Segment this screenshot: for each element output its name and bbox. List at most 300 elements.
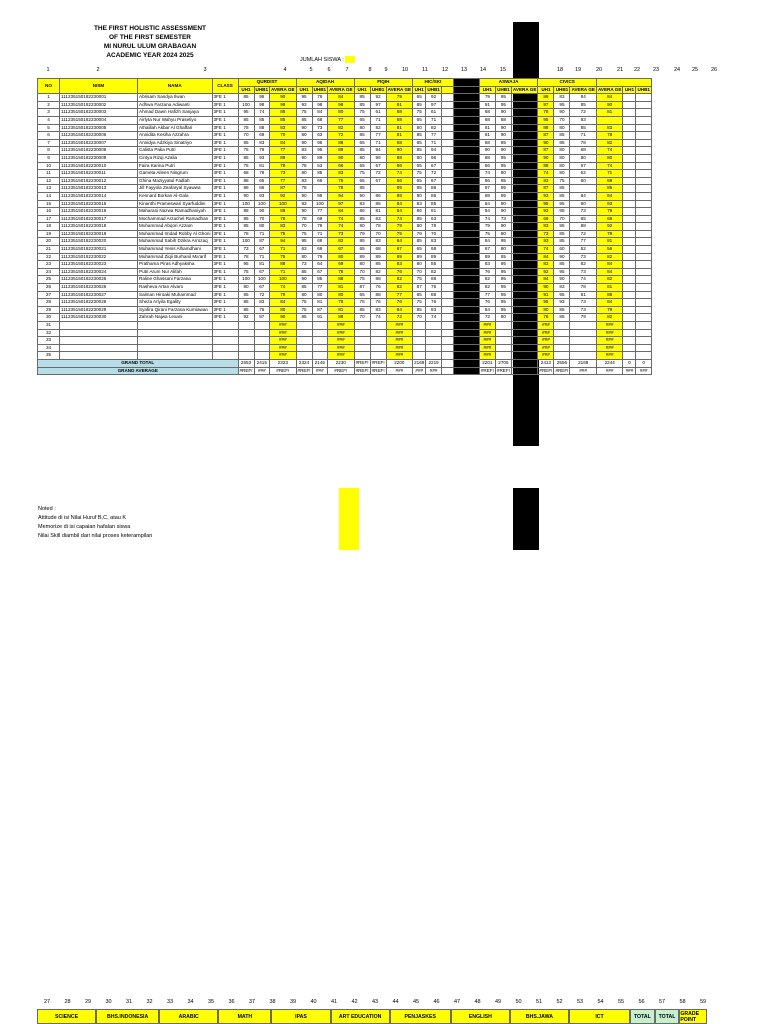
- score-cell[interactable]: [636, 124, 652, 132]
- score-cell[interactable]: 75: [296, 230, 312, 238]
- score-cell[interactable]: 65: [413, 162, 426, 170]
- score-cell[interactable]: 91: [312, 314, 328, 322]
- score-cell[interactable]: 65: [354, 116, 370, 124]
- score-cell[interactable]: 72: [570, 109, 596, 117]
- score-cell[interactable]: 71: [254, 230, 270, 238]
- score-cell[interactable]: [441, 147, 453, 155]
- score-cell[interactable]: 88: [254, 124, 270, 132]
- score-cell[interactable]: [254, 352, 270, 360]
- score-cell[interactable]: 68: [570, 147, 596, 155]
- score-cell[interactable]: [570, 344, 596, 352]
- student-name[interactable]: Syafira Qirani Farzana Kurniawan: [138, 306, 213, 314]
- score-cell[interactable]: [441, 154, 453, 162]
- score-cell[interactable]: [441, 170, 453, 178]
- score-cell[interactable]: [623, 192, 636, 200]
- score-cell[interactable]: [254, 337, 270, 345]
- score-cell[interactable]: [623, 185, 636, 193]
- score-cell[interactable]: [370, 337, 386, 345]
- score-cell[interactable]: 76: [370, 299, 386, 307]
- score-cell[interactable]: [623, 177, 636, 185]
- score-cell[interactable]: [636, 238, 652, 246]
- score-cell[interactable]: 81: [511, 162, 537, 170]
- score-cell[interactable]: 71: [426, 116, 442, 124]
- score-cell[interactable]: 85: [413, 132, 426, 140]
- class-cell[interactable]: 3FE 1: [212, 139, 238, 147]
- nism-cell[interactable]: 111235150182230030: [60, 314, 138, 322]
- score-cell[interactable]: 73: [570, 253, 596, 261]
- score-cell[interactable]: [254, 322, 270, 330]
- score-cell[interactable]: [623, 101, 636, 109]
- score-cell[interactable]: [312, 344, 328, 352]
- student-name[interactable]: Muhammad Sabih Dzikra Arrozaq: [138, 238, 213, 246]
- score-cell[interactable]: [354, 322, 370, 330]
- score-cell[interactable]: [312, 329, 328, 337]
- score-cell[interactable]: [623, 200, 636, 208]
- score-cell[interactable]: [623, 147, 636, 155]
- score-cell[interactable]: [441, 177, 453, 185]
- score-cell[interactable]: [636, 291, 652, 299]
- score-cell[interactable]: 79: [254, 147, 270, 155]
- score-cell[interactable]: 95: [495, 299, 511, 307]
- empty-cell[interactable]: [138, 352, 213, 360]
- score-cell[interactable]: [636, 177, 652, 185]
- score-cell[interactable]: [370, 185, 386, 193]
- student-name[interactable]: Putri Arum Nur Alifah: [138, 268, 213, 276]
- score-cell[interactable]: 89: [312, 154, 328, 162]
- score-cell[interactable]: [441, 162, 453, 170]
- score-cell[interactable]: [636, 101, 652, 109]
- score-cell[interactable]: [413, 337, 426, 345]
- score-cell[interactable]: 97: [370, 101, 386, 109]
- score-cell[interactable]: 71: [570, 132, 596, 140]
- score-cell[interactable]: [623, 124, 636, 132]
- score-cell[interactable]: 95: [511, 208, 537, 216]
- score-cell[interactable]: [636, 132, 652, 140]
- score-cell[interactable]: 75: [354, 299, 370, 307]
- score-cell[interactable]: 80: [254, 223, 270, 231]
- score-cell[interactable]: 90: [511, 192, 537, 200]
- score-cell[interactable]: 83: [370, 238, 386, 246]
- score-cell[interactable]: [441, 291, 453, 299]
- student-name[interactable]: Muhammad Yenis Alhamdhani: [138, 246, 213, 254]
- score-cell[interactable]: 74: [479, 215, 495, 223]
- score-cell[interactable]: 87: [254, 314, 270, 322]
- nism-cell[interactable]: 111235150182230020: [60, 238, 138, 246]
- score-cell[interactable]: [441, 208, 453, 216]
- class-cell[interactable]: 3FE 1: [212, 238, 238, 246]
- score-cell[interactable]: [495, 322, 511, 330]
- score-cell[interactable]: [238, 329, 254, 337]
- score-cell[interactable]: 88: [370, 291, 386, 299]
- score-cell[interactable]: [636, 223, 652, 231]
- score-cell[interactable]: 95: [495, 261, 511, 269]
- score-cell[interactable]: [623, 223, 636, 231]
- score-cell[interactable]: 85: [554, 208, 570, 216]
- score-cell[interactable]: 95: [296, 238, 312, 246]
- score-cell[interactable]: 77: [426, 132, 442, 140]
- score-cell[interactable]: 95: [554, 291, 570, 299]
- class-cell[interactable]: 3FE 1: [212, 306, 238, 314]
- score-cell[interactable]: 64: [511, 306, 537, 314]
- score-cell[interactable]: 64: [312, 261, 328, 269]
- score-cell[interactable]: 96: [370, 154, 386, 162]
- score-cell[interactable]: 67: [254, 268, 270, 276]
- student-name[interactable]: Raline Ghassani Farzana: [138, 276, 213, 284]
- score-cell[interactable]: 70: [370, 230, 386, 238]
- score-cell[interactable]: 83: [570, 116, 596, 124]
- score-cell[interactable]: 84: [479, 200, 495, 208]
- score-cell[interactable]: 86: [370, 192, 386, 200]
- nism-cell[interactable]: 111235150182230023: [60, 261, 138, 269]
- score-cell[interactable]: 78: [312, 223, 328, 231]
- class-cell[interactable]: 3FE 1: [212, 299, 238, 307]
- score-cell[interactable]: [636, 170, 652, 178]
- score-cell[interactable]: [636, 268, 652, 276]
- score-cell[interactable]: [426, 352, 442, 360]
- score-cell[interactable]: 80: [413, 223, 426, 231]
- score-cell[interactable]: [511, 322, 537, 330]
- score-cell[interactable]: [570, 329, 596, 337]
- score-cell[interactable]: [636, 192, 652, 200]
- score-cell[interactable]: 84: [511, 284, 537, 292]
- score-cell[interactable]: [441, 268, 453, 276]
- score-cell[interactable]: 85: [554, 139, 570, 147]
- score-cell[interactable]: [370, 344, 386, 352]
- student-name[interactable]: Cintya Rizqi Azalia: [138, 154, 213, 162]
- score-cell[interactable]: 78: [238, 124, 254, 132]
- class-cell[interactable]: 3FE 1: [212, 208, 238, 216]
- score-cell[interactable]: [636, 299, 652, 307]
- student-name[interactable]: Sheza Ariyila Egality: [138, 299, 213, 307]
- score-cell[interactable]: 65: [413, 116, 426, 124]
- score-cell[interactable]: 69: [254, 132, 270, 140]
- score-cell[interactable]: 85: [511, 124, 537, 132]
- score-cell[interactable]: 76: [511, 223, 537, 231]
- score-cell[interactable]: 95: [495, 306, 511, 314]
- score-cell[interactable]: 90: [554, 276, 570, 284]
- score-cell[interactable]: [623, 154, 636, 162]
- student-name[interactable]: Kinanthi Prameswari Syarfuddini: [138, 200, 213, 208]
- score-cell[interactable]: 89: [354, 253, 370, 261]
- score-cell[interactable]: 75: [354, 276, 370, 284]
- nism-cell[interactable]: 111235150182230004: [60, 116, 138, 124]
- score-cell[interactable]: 85: [238, 154, 254, 162]
- score-cell[interactable]: [413, 329, 426, 337]
- student-name[interactable]: Zahrah Najwa Lexani: [138, 314, 213, 322]
- nism-cell[interactable]: 111235150182230001: [60, 94, 138, 102]
- score-cell[interactable]: 70: [413, 268, 426, 276]
- student-name[interactable]: Muhammad Abqori Azzam: [138, 223, 213, 231]
- class-cell[interactable]: 3FE 1: [212, 253, 238, 261]
- class-cell[interactable]: 3FE 1: [212, 246, 238, 254]
- score-cell[interactable]: [636, 261, 652, 269]
- score-cell[interactable]: 85: [296, 116, 312, 124]
- score-cell[interactable]: 66: [511, 230, 537, 238]
- score-cell[interactable]: [370, 352, 386, 360]
- student-name[interactable]: Faira Karina Putri: [138, 162, 213, 170]
- score-cell[interactable]: 85: [238, 223, 254, 231]
- score-cell[interactable]: [495, 352, 511, 360]
- score-cell[interactable]: 94: [370, 147, 386, 155]
- score-cell[interactable]: 68: [479, 139, 495, 147]
- score-cell[interactable]: 80: [354, 261, 370, 269]
- score-cell[interactable]: [511, 329, 537, 337]
- score-cell[interactable]: 90: [296, 154, 312, 162]
- score-cell[interactable]: 75: [479, 230, 495, 238]
- score-cell[interactable]: 70: [254, 215, 270, 223]
- score-cell[interactable]: 80: [554, 162, 570, 170]
- score-cell[interactable]: 74: [479, 170, 495, 178]
- score-cell[interactable]: 81: [426, 208, 442, 216]
- student-name[interactable]: Maharani Nazwa Ramadhaniyah: [138, 208, 213, 216]
- score-cell[interactable]: 83: [554, 94, 570, 102]
- score-cell[interactable]: 73: [570, 299, 596, 307]
- score-cell[interactable]: 100: [238, 101, 254, 109]
- score-cell[interactable]: 69: [312, 246, 328, 254]
- score-cell[interactable]: 83: [554, 284, 570, 292]
- class-cell[interactable]: 3FE 1: [212, 291, 238, 299]
- score-cell[interactable]: 93: [296, 200, 312, 208]
- score-cell[interactable]: 68: [511, 109, 537, 117]
- score-cell[interactable]: 70: [354, 268, 370, 276]
- score-cell[interactable]: 85: [554, 185, 570, 193]
- score-cell[interactable]: 81: [479, 132, 495, 140]
- score-cell[interactable]: 74: [370, 314, 386, 322]
- score-cell[interactable]: 100: [238, 238, 254, 246]
- score-cell[interactable]: 85: [354, 215, 370, 223]
- score-cell[interactable]: [296, 344, 312, 352]
- score-cell[interactable]: 82: [426, 268, 442, 276]
- score-cell[interactable]: 87: [312, 306, 328, 314]
- score-cell[interactable]: 80: [511, 177, 537, 185]
- score-cell[interactable]: 75: [413, 170, 426, 178]
- score-cell[interactable]: [636, 352, 652, 360]
- score-cell[interactable]: [312, 337, 328, 345]
- score-cell[interactable]: 65: [413, 139, 426, 147]
- score-cell[interactable]: 80: [296, 253, 312, 261]
- nism-cell[interactable]: 111235150182230009: [60, 154, 138, 162]
- score-cell[interactable]: 85: [554, 132, 570, 140]
- score-cell[interactable]: 68: [312, 238, 328, 246]
- score-cell[interactable]: 62: [570, 170, 596, 178]
- score-cell[interactable]: 85: [426, 261, 442, 269]
- score-cell[interactable]: [441, 223, 453, 231]
- score-cell[interactable]: [441, 200, 453, 208]
- score-cell[interactable]: 78: [254, 170, 270, 178]
- score-cell[interactable]: 84: [479, 208, 495, 216]
- score-cell[interactable]: 95: [495, 238, 511, 246]
- score-cell[interactable]: 80: [554, 170, 570, 178]
- score-cell[interactable]: [441, 185, 453, 193]
- student-name[interactable]: Muhammad Imdad Robby Al Ghoni: [138, 230, 213, 238]
- score-cell[interactable]: 72: [370, 170, 386, 178]
- score-cell[interactable]: 85: [370, 200, 386, 208]
- score-cell[interactable]: 75: [413, 276, 426, 284]
- score-cell[interactable]: [554, 337, 570, 345]
- score-cell[interactable]: 85: [370, 261, 386, 269]
- score-cell[interactable]: 85: [354, 94, 370, 102]
- score-cell[interactable]: 81: [370, 208, 386, 216]
- score-cell[interactable]: 70: [238, 132, 254, 140]
- score-cell[interactable]: 80: [354, 223, 370, 231]
- score-cell[interactable]: 84: [479, 238, 495, 246]
- score-cell[interactable]: 87: [479, 185, 495, 193]
- empty-cell[interactable]: [212, 322, 238, 330]
- score-cell[interactable]: [441, 238, 453, 246]
- score-cell[interactable]: 89: [370, 253, 386, 261]
- score-cell[interactable]: 79: [354, 230, 370, 238]
- score-cell[interactable]: 70: [554, 116, 570, 124]
- nism-cell[interactable]: 111235150182230008: [60, 147, 138, 155]
- score-cell[interactable]: [636, 276, 652, 284]
- score-cell[interactable]: [570, 337, 596, 345]
- score-cell[interactable]: 70: [554, 215, 570, 223]
- score-cell[interactable]: 96: [426, 154, 442, 162]
- score-cell[interactable]: 80: [495, 314, 511, 322]
- nism-cell[interactable]: 111235150182230003: [60, 109, 138, 117]
- score-cell[interactable]: 87: [254, 238, 270, 246]
- score-cell[interactable]: 67: [254, 284, 270, 292]
- score-cell[interactable]: [441, 276, 453, 284]
- score-cell[interactable]: 85: [413, 215, 426, 223]
- score-cell[interactable]: [238, 352, 254, 360]
- student-name[interactable]: Annidya Adzkiya Sinatriyo: [138, 139, 213, 147]
- student-name[interactable]: Jill Fayyola Zeafaryal Syawwa: [138, 185, 213, 193]
- score-cell[interactable]: 95: [238, 109, 254, 117]
- score-cell[interactable]: 85: [511, 154, 537, 162]
- score-cell[interactable]: 72: [570, 230, 596, 238]
- score-cell[interactable]: [636, 322, 652, 330]
- class-cell[interactable]: 3FE 1: [212, 314, 238, 322]
- empty-cell[interactable]: [138, 337, 213, 345]
- score-cell[interactable]: 85: [554, 314, 570, 322]
- student-name[interactable]: Gameta Aileen Ningrum: [138, 170, 213, 178]
- score-cell[interactable]: 52: [570, 246, 596, 254]
- score-cell[interactable]: 67: [570, 162, 596, 170]
- score-cell[interactable]: 90: [296, 192, 312, 200]
- score-cell[interactable]: [511, 337, 537, 345]
- score-cell[interactable]: 63: [312, 132, 328, 140]
- score-cell[interactable]: 73: [511, 276, 537, 284]
- empty-cell[interactable]: [138, 329, 213, 337]
- score-cell[interactable]: 71: [511, 314, 537, 322]
- empty-cell[interactable]: [212, 329, 238, 337]
- nism-cell[interactable]: 111235150182230029: [60, 306, 138, 314]
- score-cell[interactable]: [238, 322, 254, 330]
- score-cell[interactable]: 80: [296, 170, 312, 178]
- score-cell[interactable]: [495, 329, 511, 337]
- score-cell[interactable]: 80: [495, 230, 511, 238]
- class-cell[interactable]: 3FE 1: [212, 147, 238, 155]
- score-cell[interactable]: [636, 139, 652, 147]
- score-cell[interactable]: 74: [254, 109, 270, 117]
- score-cell[interactable]: 88: [511, 238, 537, 246]
- score-cell[interactable]: [636, 116, 652, 124]
- score-cell[interactable]: 95: [495, 154, 511, 162]
- score-cell[interactable]: 90: [554, 109, 570, 117]
- score-cell[interactable]: 65: [354, 291, 370, 299]
- score-cell[interactable]: [623, 230, 636, 238]
- score-cell[interactable]: 85: [254, 116, 270, 124]
- score-cell[interactable]: 75: [296, 109, 312, 117]
- score-cell[interactable]: [623, 162, 636, 170]
- score-cell[interactable]: 80: [413, 154, 426, 162]
- score-cell[interactable]: [623, 337, 636, 345]
- score-cell[interactable]: 90: [296, 276, 312, 284]
- score-cell[interactable]: 98: [312, 192, 328, 200]
- score-cell[interactable]: 63: [426, 215, 442, 223]
- score-cell[interactable]: [441, 337, 453, 345]
- nism-cell[interactable]: 111235150182230012: [60, 177, 138, 185]
- score-cell[interactable]: 70: [413, 314, 426, 322]
- score-cell[interactable]: 66: [312, 177, 328, 185]
- score-cell[interactable]: [413, 322, 426, 330]
- score-cell[interactable]: 100: [238, 200, 254, 208]
- student-name[interactable]: Abrisam Sandya Ilwan: [138, 94, 213, 102]
- nism-cell[interactable]: 111235150182230013: [60, 185, 138, 193]
- score-cell[interactable]: 95: [312, 147, 328, 155]
- nism-cell[interactable]: 111235150182230007: [60, 139, 138, 147]
- score-cell[interactable]: 67: [479, 246, 495, 254]
- score-cell[interactable]: [623, 261, 636, 269]
- score-cell[interactable]: 85: [413, 101, 426, 109]
- nism-cell[interactable]: 111235150182230011: [60, 170, 138, 178]
- score-cell[interactable]: 85: [238, 306, 254, 314]
- score-cell[interactable]: 78: [296, 185, 312, 193]
- score-cell[interactable]: 73: [570, 306, 596, 314]
- student-name[interactable]: Rasheva Artan Alvaro: [138, 284, 213, 292]
- score-cell[interactable]: 90: [495, 109, 511, 117]
- score-cell[interactable]: 87: [413, 284, 426, 292]
- score-cell[interactable]: 88: [370, 276, 386, 284]
- score-cell[interactable]: [636, 344, 652, 352]
- score-cell[interactable]: [554, 329, 570, 337]
- score-cell[interactable]: 85: [238, 299, 254, 307]
- score-cell[interactable]: 100: [312, 200, 328, 208]
- score-cell[interactable]: 75: [238, 162, 254, 170]
- score-cell[interactable]: 97: [426, 101, 442, 109]
- score-cell[interactable]: 84: [479, 306, 495, 314]
- score-cell[interactable]: 85: [495, 253, 511, 261]
- score-cell[interactable]: 77: [370, 132, 386, 140]
- score-cell[interactable]: 86: [254, 185, 270, 193]
- score-cell[interactable]: 68: [312, 116, 328, 124]
- class-cell[interactable]: 3FE 1: [212, 154, 238, 162]
- score-cell[interactable]: 66: [479, 177, 495, 185]
- score-cell[interactable]: 80: [554, 154, 570, 162]
- score-cell[interactable]: [441, 132, 453, 140]
- score-cell[interactable]: 73: [570, 268, 596, 276]
- score-cell[interactable]: 95: [511, 299, 537, 307]
- score-cell[interactable]: 85: [554, 261, 570, 269]
- score-cell[interactable]: 89: [426, 253, 442, 261]
- class-cell[interactable]: 3FE 1: [212, 124, 238, 132]
- score-cell[interactable]: 95: [495, 162, 511, 170]
- nism-cell[interactable]: 111235150182230024: [60, 268, 138, 276]
- score-cell[interactable]: 80: [413, 261, 426, 269]
- score-cell[interactable]: 88: [511, 291, 537, 299]
- score-cell[interactable]: 70: [511, 261, 537, 269]
- score-cell[interactable]: 80: [296, 291, 312, 299]
- score-cell[interactable]: 78: [570, 284, 596, 292]
- score-cell[interactable]: [354, 329, 370, 337]
- score-cell[interactable]: 80: [354, 124, 370, 132]
- nism-cell[interactable]: 111235150182230025: [60, 276, 138, 284]
- score-cell[interactable]: 93: [254, 154, 270, 162]
- student-name[interactable]: Kennard Borkan Al-Gala: [138, 192, 213, 200]
- score-cell[interactable]: 72: [479, 314, 495, 322]
- score-cell[interactable]: [636, 208, 652, 216]
